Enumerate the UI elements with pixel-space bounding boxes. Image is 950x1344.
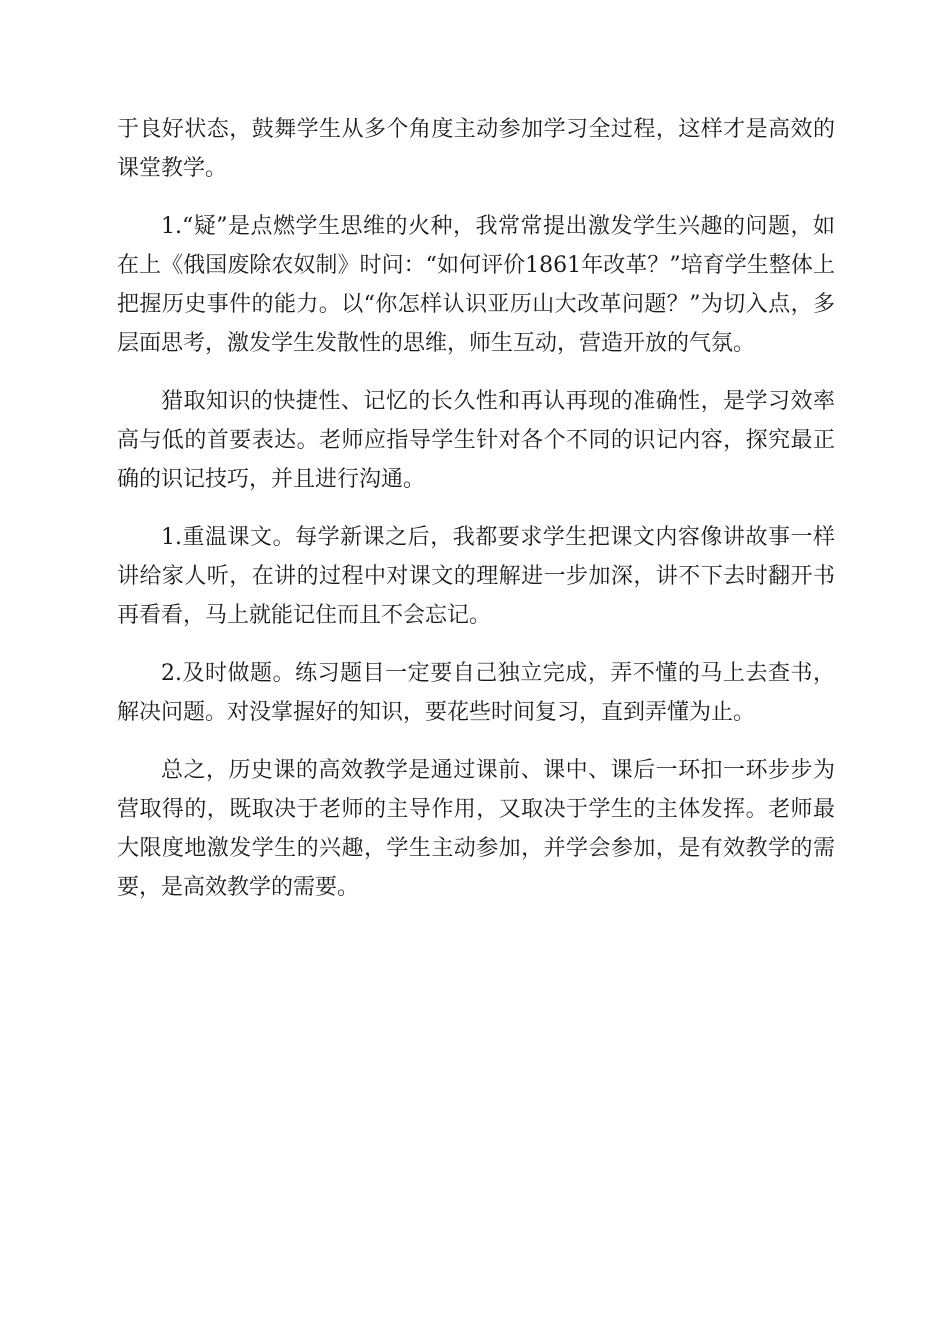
paragraph-continuation: 于良好状态，鼓舞学生从多个角度主动参加学习全过程，这样才是高效的课堂教学。: [117, 117, 835, 181]
paragraph-review-text: 1.重温课文。每学新课之后，我都要求学生把课文内容像讲故事一样讲给家人听，在讲的过程中对课文的理解进一步加深，讲不下去时翻开书再看看，马上就能记住而且不会忘记。: [117, 525, 835, 628]
paragraph-timely-exercises: 2.及时做题。练习题目一定要自己独立完成，弄不懂的马上去查书，解决问题。对没掌握好的知识，要花些时间复习，直到弄懂为止。: [117, 661, 835, 725]
paragraph-memory-efficiency: 猎取知识的快捷性、记忆的长久性和再认再现的准确性，是学习效率高与低的首要表达。老师应指导学生针对各个不同的识记内容，探究最正确的识记技巧，并且进行沟通。: [117, 389, 835, 492]
document-body: [117, 110, 835, 926]
paragraph-doubt-spark: 1.“疑”是点燃学生思维的火种，我常常提出激发学生兴趣的问题，如在上《俄国废除农奴制》时问：“如何评价1861年改革？”培育学生整体上把握历史事件的能力。以“你怎样认识亚历山大改革问题？”为切入点，多层面思考，激发学生发散性的思维，师生互动，营造开放的气氛。: [117, 214, 835, 356]
paragraph-conclusion: 总之，历史课的高效教学是通过课前、课中、课后一环扣一环步步为营取得的，既取决于老师的主导作用，又取决于学生的主体发挥。老师最大限度地激发学生的兴趣，学生主动参加，并学会参加，是有效教学的需要，是高效教学的需要。: [117, 758, 835, 900]
